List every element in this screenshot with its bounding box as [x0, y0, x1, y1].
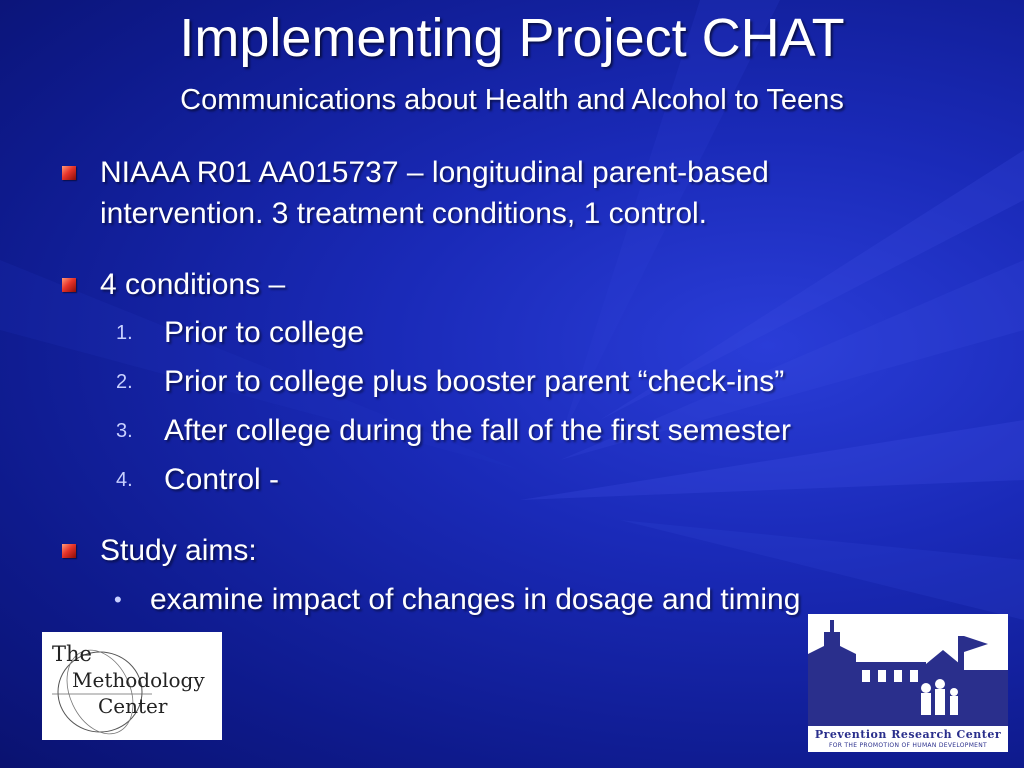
bullet-square-icon — [62, 166, 76, 180]
list-number: 1. — [116, 322, 133, 344]
list-item: After college during the fall of the first semester — [164, 414, 791, 447]
bullet-1-line-1: NIAAA R01 AA015737 – longitudinal parent-based — [100, 156, 769, 189]
list-item: examine impact of changes in dosage and timing — [150, 583, 801, 616]
bullet-1-line-2: intervention. 3 treatment conditions, 1 control. — [100, 197, 708, 230]
list-number: 4. — [116, 469, 133, 491]
methodology-center-logo — [42, 632, 222, 740]
sub-bullet-dot: • — [114, 587, 122, 612]
methodology-logo-line-2: Methodology — [72, 668, 205, 692]
list-number: 2. — [116, 371, 133, 393]
slide-title: Implementing Project CHAT — [179, 8, 845, 68]
bullet-3-text: Study aims: — [100, 534, 257, 567]
bullet-2-text: 4 conditions – — [100, 268, 286, 301]
prc-logo-line-2: FOR THE PROMOTION OF HUMAN DEVELOPMENT — [828, 742, 988, 749]
prc-skyline-graphic — [808, 614, 1008, 726]
methodology-logo-line-1: The — [52, 642, 92, 666]
list-item: Prior to college plus booster parent “check-ins” — [164, 365, 785, 398]
list-number: 3. — [116, 420, 133, 442]
list-item: Prior to college — [164, 316, 365, 349]
list-item: Control - — [164, 463, 280, 496]
prevention-research-center-logo — [808, 614, 1008, 752]
prc-logo-line-1: Prevention Research Center — [814, 728, 1002, 741]
slide-subtitle: Communications about Health and Alcohol to Teens — [180, 84, 844, 116]
methodology-logo-line-3: Center — [98, 694, 168, 718]
bullet-square-icon — [62, 278, 76, 292]
bullet-square-icon — [62, 544, 76, 558]
